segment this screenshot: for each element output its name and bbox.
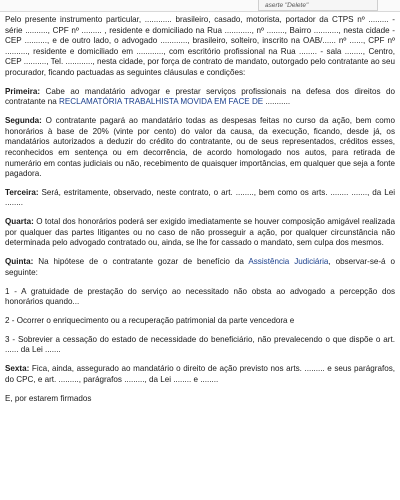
hint-box: aserte "Delete" [258, 0, 378, 11]
list-item: 1 - A gratuidade de prestação do serviço ao necessitado não obsta ao advogado a percepção dos honorários quando... [5, 286, 395, 307]
highlighted-text: RECLAMATÓRIA TRABALHISTA MOVIDA EM FACE DE [59, 97, 264, 107]
list-item: 2 - Ocorrer o enriquecimento ou a recuperação patrimonial da parte vencedora e [5, 315, 295, 325]
clause-text: O total dos honorários poderá ser exigido imediatamente se houver composição amigável realizada por qualquer das partes litigantes ou no caso de não prosseguir a ação, por qualquer circunstância não determinada pelo advogado contratado ou, ainda, se lhe for cassado o mandato, sem culpa dos mesmos. [5, 217, 395, 248]
intro-paragraph: Pelo presente instrumento particular, ............ brasileiro, casado, motorista, portador da CTPS nº ......... - série .........., CPF nº ......... , residente e domiciliado na Rua ............, nº ........, Bairro ..........., nesta cidade - CEP .........., e de outro lado, o advogado ............, brasileiro, solteiro, inscrito na OAB/...... nº ......, CPF nº .........., residente e domiciliado em ............, com escritório profissional na Rua ........ - sala ........, Centro, CEP .........., Tel. ............, nesta cidade, por força de contrato de mandato, outorgado pelo contratante ao seu procurador, ficando pactuadas as seguintes cláusulas e condições: [5, 15, 395, 77]
clause-segunda [5, 116, 395, 180]
list-item: 3 - Sobrevier a cessação do estado de necessidade do beneficiário, não prevalecendo o que dispõe o art. ...... da Lei ....... [5, 334, 395, 355]
clause-text: Fica, ainda, assegurado ao mandatário o direito de ação previsto nos arts. ......... e seus parágrafos, do CPC, e art. ........., parágrafos ........., da Lei ........ e ........ [5, 364, 395, 384]
clause-terceira [5, 188, 395, 209]
highlighted-text: Assistência Judiciária [248, 257, 329, 267]
clause-label: Primeira: [5, 86, 41, 96]
clause-text: Será, estritamente, observado, neste contrato, o art. ........, bem como os arts. ........ ......., da Lei ........ [5, 187, 395, 208]
clause-text: Cabe ao mandatário advogar e prestar serviços profissionais na defesa dos direitos do contratante na [5, 86, 395, 107]
clause-text: ........... [263, 97, 291, 107]
clause-label: Terceira: [5, 187, 39, 197]
clause-primeira [5, 87, 395, 108]
clause-text: O contratante pagará ao mandatário todas as despesas feitas no curso da ação, bem como honorários à base de 20% (vinte por cento) do valor da causa, da execução, ficando, desde já, os mandatários autorizados a deduzir do crédito do contratante, ou de seus representados, créditos esses, reconhecidos em sentença ou em decorrência, de acordo homologado nos autos, para retirada de numerário em contas judiciais ou não, recebimento de quaisquer importâncias, em qualquer que seja a fonte pagadora. [5, 116, 395, 179]
clause-sexta [5, 364, 395, 385]
clause-label: Quinta: [5, 257, 34, 267]
clause-quinta [5, 257, 395, 278]
clause-label: Quarta: [5, 217, 34, 227]
clause-text: , observar-se-á o seguinte: [5, 257, 396, 277]
clause-quarta [5, 217, 395, 249]
clause-text: Na hipótese de o contratante gozar de benefício da [33, 257, 249, 267]
clause-label: Segunda: [5, 116, 42, 126]
closing-line: E, por estarem firmados [5, 393, 92, 403]
contract-body [5, 15, 395, 404]
clause-label: Sexta: [5, 364, 30, 374]
